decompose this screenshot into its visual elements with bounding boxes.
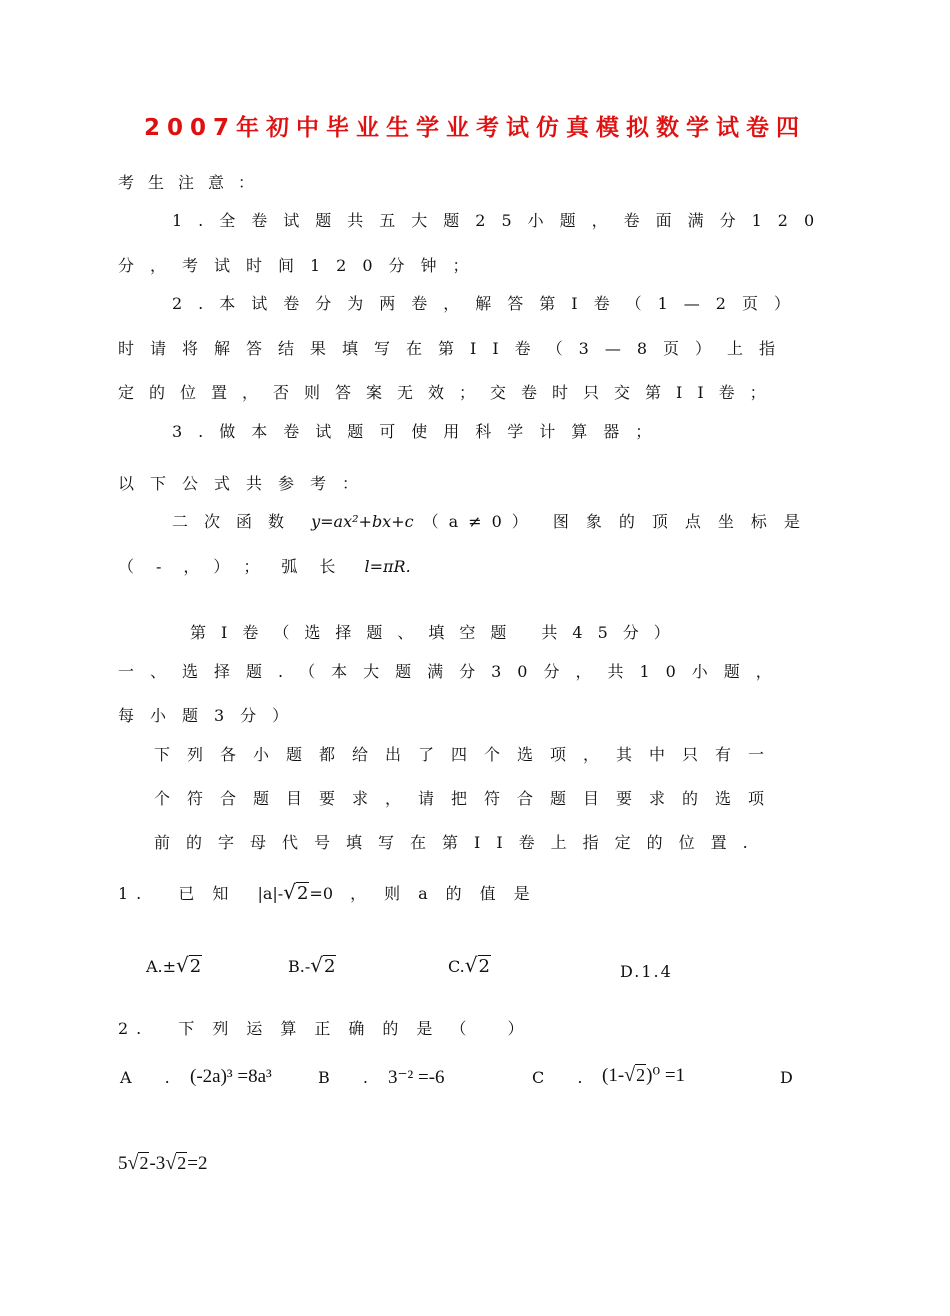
option-a-label: A.± xyxy=(146,957,177,976)
radicand: 2 xyxy=(324,956,336,977)
radicand: 2 xyxy=(139,1153,149,1173)
notice-label: 考生注意： xyxy=(118,173,269,192)
sqrt2-radical: √2 xyxy=(176,953,202,977)
formula-arc-length: l=πR. xyxy=(364,557,411,576)
question-2-option-a-expr: (-2a)³ =8a³ xyxy=(190,1066,272,1087)
formula-quadratic: y=ax²+bx+c xyxy=(311,512,414,531)
option-b-label: B.- xyxy=(288,957,311,976)
radicand: 2 xyxy=(177,1153,187,1173)
formula-line-1 xyxy=(172,509,817,532)
question-1-number: 1. xyxy=(118,884,150,903)
option-d-expr-1: 5 xyxy=(118,1153,128,1174)
formula-line-2 xyxy=(118,554,411,577)
question-1-expr-left: |a|- xyxy=(257,884,284,903)
notice-item-1-line-1: 1.全卷试题共五大题25小题，卷面满分120 xyxy=(172,211,831,230)
formula-line-2-text: （-，）；弧长 xyxy=(118,557,358,576)
question-1-option-a xyxy=(146,953,202,977)
radicand: 2 xyxy=(478,956,490,977)
radicand: 2 xyxy=(296,883,309,904)
question-1-expr-right: =0 xyxy=(309,884,333,903)
question-2-text: 下列运算正确的是（ ） xyxy=(178,1019,542,1038)
question-2-option-c-expr xyxy=(602,1064,685,1087)
option-c-expr-left: (1- xyxy=(602,1065,625,1086)
formula-line-1-text: 二次函数 xyxy=(172,512,301,531)
sqrt2-radical: √2 xyxy=(464,953,490,977)
question-2-option-b-label: B . xyxy=(318,1068,382,1087)
question-1-text-before: 已知 xyxy=(178,884,247,903)
question-2-option-a-label: A . xyxy=(120,1068,184,1087)
notice-item-3: 3.做本卷试题可使用科学计算器； xyxy=(172,422,668,441)
formula-label: 以下公式共参考： xyxy=(118,474,375,493)
radicand: 2 xyxy=(636,1065,646,1085)
question-2-option-d-expr xyxy=(118,1152,208,1175)
notice-item-2-line-2: 时请将解答结果填写在第II卷（3—8页）上指 xyxy=(118,339,792,358)
option-d-expr-3: =2 xyxy=(187,1153,208,1174)
sqrt2-radical: √2 xyxy=(127,1152,149,1174)
notice-item-2-line-1: 2.本试卷分为两卷，解答第I卷（1—2页） xyxy=(172,294,806,313)
question-1-option-c xyxy=(448,953,491,977)
question-2-option-c-label: C . xyxy=(532,1068,597,1087)
option-c-label: C. xyxy=(448,957,465,976)
radicand: 2 xyxy=(189,956,202,977)
notice-item-2-line-3: 定的位置，否则答案无效；交卷时只交第II卷； xyxy=(118,383,781,402)
section-1-header: 第I卷（选择题、填空题 共45分） xyxy=(190,623,685,642)
question-2-number: 2. xyxy=(118,1019,150,1038)
instruction-line-3: 前的字母代号填写在第II卷上指定的位置. xyxy=(154,833,764,852)
exam-title: 2007年初中毕业生学业考试仿真模拟数学试卷四 xyxy=(143,115,806,141)
sqrt2-radical: √2 xyxy=(165,1152,187,1174)
question-2-option-b-expr: 3⁻² =-6 xyxy=(388,1067,445,1088)
question-1-text-after: ，则a的值是 xyxy=(350,884,548,903)
option-c-expr-right: )⁰ =1 xyxy=(646,1065,686,1086)
notice-item-1-line-2: 分，考试时间120分钟； xyxy=(118,256,485,275)
question-1-option-b xyxy=(288,953,336,977)
sqrt2-radical: √2 xyxy=(624,1064,646,1086)
instruction-line-1: 下列各小题都给出了四个选项，其中只有一 xyxy=(154,745,782,764)
question-2 xyxy=(118,1016,541,1039)
formula-condition: （a≠0） xyxy=(422,512,538,531)
part-1-line-1: 一、选择题.（本大题满分30分，共10小题， xyxy=(118,662,788,681)
question-1-option-d: D.1.4 xyxy=(620,962,673,981)
question-2-option-d-label: D xyxy=(780,1068,793,1087)
instruction-line-2: 个符合题目要求，请把符合题目要求的选项 xyxy=(154,789,782,808)
part-1-line-2: 每小题3分） xyxy=(118,706,305,725)
question-1 xyxy=(118,880,548,904)
formula-line-1-tail: 图象的顶点坐标是 xyxy=(552,512,817,531)
sqrt2-radical: √2 xyxy=(283,880,309,904)
option-d-expr-2: -3 xyxy=(149,1153,166,1174)
sqrt2-radical: √2 xyxy=(310,953,336,977)
